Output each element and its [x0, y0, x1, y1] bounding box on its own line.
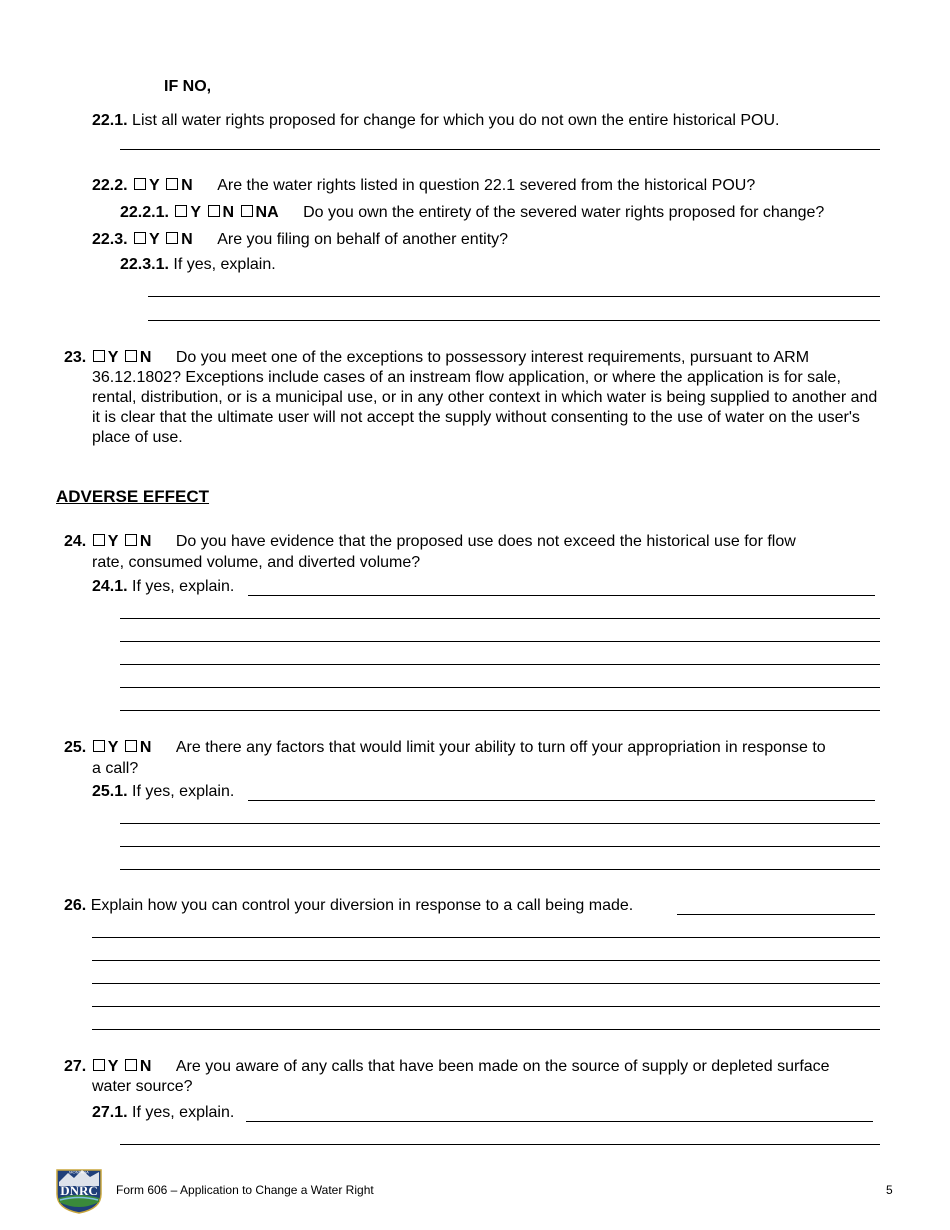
question-text: Are the water rights listed in question 22.1 severed from the historical POU?: [217, 177, 756, 194]
no-checkbox[interactable]: [208, 205, 220, 217]
answer-line[interactable]: [120, 664, 880, 665]
question-24-line2: rate, consumed volume, and diverted volume?: [92, 554, 421, 571]
answer-line[interactable]: [120, 869, 880, 870]
answer-line[interactable]: [92, 983, 880, 984]
no-checkbox[interactable]: [166, 178, 178, 190]
question-number: 24.1.: [92, 578, 128, 595]
yes-checkbox[interactable]: [134, 178, 146, 190]
no-checkbox[interactable]: [125, 350, 137, 362]
question-number: 27.1.: [92, 1104, 128, 1121]
answer-line[interactable]: [120, 823, 880, 824]
question-22-1: [92, 112, 780, 130]
question-text: Are there any factors that would limit your ability to turn off your appropriation in response to: [175, 739, 826, 756]
if-no-label: IF NO,: [164, 78, 212, 95]
svg-text:MONTANA: MONTANA: [69, 1169, 89, 1175]
answer-line[interactable]: [248, 595, 875, 596]
no-checkbox[interactable]: [125, 1059, 137, 1071]
section-heading-adverse-effect: ADVERSE EFFECT: [56, 487, 210, 506]
question-text: If yes, explain.: [132, 1104, 235, 1121]
question-number: 24.: [64, 533, 87, 550]
answer-line[interactable]: [120, 641, 880, 642]
question-number: 22.2.: [92, 177, 128, 194]
yes-checkbox[interactable]: [93, 740, 105, 752]
question-number: 23.: [64, 349, 87, 366]
question-25-line2: a call?: [92, 760, 139, 777]
no-checkbox[interactable]: [125, 740, 137, 752]
question-22-3-1: [120, 256, 276, 274]
question-number: 22.1.: [92, 112, 128, 129]
question-number: 22.3.: [92, 231, 128, 248]
question-text: Explain how you can control your diversion in response to a call being made.: [90, 897, 634, 914]
question-24: 24. Y N Do you have evidence that the proposed use does not exceed the historical use for flow: [64, 533, 796, 550]
yes-checkbox[interactable]: [93, 534, 105, 546]
question-text: Do you have evidence that the proposed use does not exceed the historical use for flow: [175, 533, 796, 550]
answer-line[interactable]: [120, 846, 880, 847]
yes-checkbox[interactable]: [93, 350, 105, 362]
yes-checkbox[interactable]: [93, 1059, 105, 1071]
answer-line[interactable]: [148, 320, 880, 321]
question-25-1: [92, 783, 234, 801]
question-text: Do you own the entirety of the severed water rights proposed for change?: [303, 204, 825, 221]
question-number: 25.: [64, 739, 87, 756]
question-number: 27.: [64, 1058, 87, 1075]
answer-line[interactable]: [120, 1144, 880, 1145]
no-checkbox[interactable]: [125, 534, 137, 546]
question-number: 25.1.: [92, 783, 128, 800]
yes-checkbox[interactable]: [134, 232, 146, 244]
question-27: 27. Y N Are you aware of any calls that have been made on the source of supply or depleted surface: [64, 1058, 830, 1075]
question-number: 22.2.1.: [120, 204, 169, 221]
answer-line[interactable]: [248, 800, 875, 801]
answer-line[interactable]: [677, 914, 875, 915]
question-text: Are you filing on behalf of another entity?: [217, 231, 509, 248]
dnrc-logo-graphic: [54, 1164, 104, 1214]
na-checkbox[interactable]: [241, 205, 253, 217]
footer-form-title: Form 606 – Application to Change a Water Right: [116, 1183, 374, 1197]
question-text: Are you aware of any calls that have been made on the source of supply or depleted surface: [175, 1058, 830, 1075]
answer-line[interactable]: [246, 1121, 873, 1122]
answer-line[interactable]: [92, 937, 880, 938]
answer-line-22-1[interactable]: [120, 149, 880, 150]
answer-line[interactable]: [120, 687, 880, 688]
answer-line[interactable]: [92, 1029, 880, 1030]
question-23-continued: 36.12.1802? Exceptions include cases of an instream flow application, or where the application is for sale, rental, distribution, or is a municipal use, or in any other context in which water is being supplied to another and it is clear that the ultimate user will not accept the supply without consenting to the use of water on the user's place of use.: [92, 369, 878, 446]
question-number: 22.3.1.: [120, 256, 169, 273]
question-text: If yes, explain.: [132, 783, 235, 800]
question-22-2: 22.2. Y N Are the water rights listed in question 22.1 severed from the historical POU?: [92, 177, 756, 194]
answer-line[interactable]: [92, 960, 880, 961]
question-27-line2: water source?: [92, 1078, 193, 1095]
question-text: Do you meet one of the exceptions to possessory interest requirements, pursuant to ARM: [175, 349, 810, 366]
footer-page-number: 5: [886, 1183, 893, 1197]
answer-line[interactable]: [120, 618, 880, 619]
yes-checkbox[interactable]: [175, 205, 187, 217]
question-22-3: 22.3. Y N Are you filing on behalf of another entity?: [92, 231, 509, 248]
question-25: 25. Y N Are there any factors that would limit your ability to turn off your appropriation in response to: [64, 739, 826, 756]
dnrc-logo: [54, 1164, 104, 1214]
question-number: 26.: [64, 897, 87, 914]
question-27-1: [92, 1104, 234, 1122]
no-checkbox[interactable]: [166, 232, 178, 244]
answer-line[interactable]: [148, 296, 880, 297]
question-text: List all water rights proposed for change for which you do not own the entire historical POU.: [132, 112, 780, 129]
question-26: [64, 897, 633, 915]
question-text: If yes, explain.: [132, 578, 235, 595]
question-22-2-1: 22.2.1. Y N NA Do you own the entirety of the severed water rights proposed for change?: [120, 204, 825, 221]
svg-text:DNRC: DNRC: [60, 1183, 98, 1198]
question-24-1: [92, 578, 234, 596]
question-23: 23. Y N Do you meet one of the exceptions to possessory interest requirements, pursuant to ARM: [64, 349, 810, 366]
answer-line[interactable]: [120, 710, 880, 711]
question-text: If yes, explain.: [173, 256, 276, 273]
answer-line[interactable]: [92, 1006, 880, 1007]
